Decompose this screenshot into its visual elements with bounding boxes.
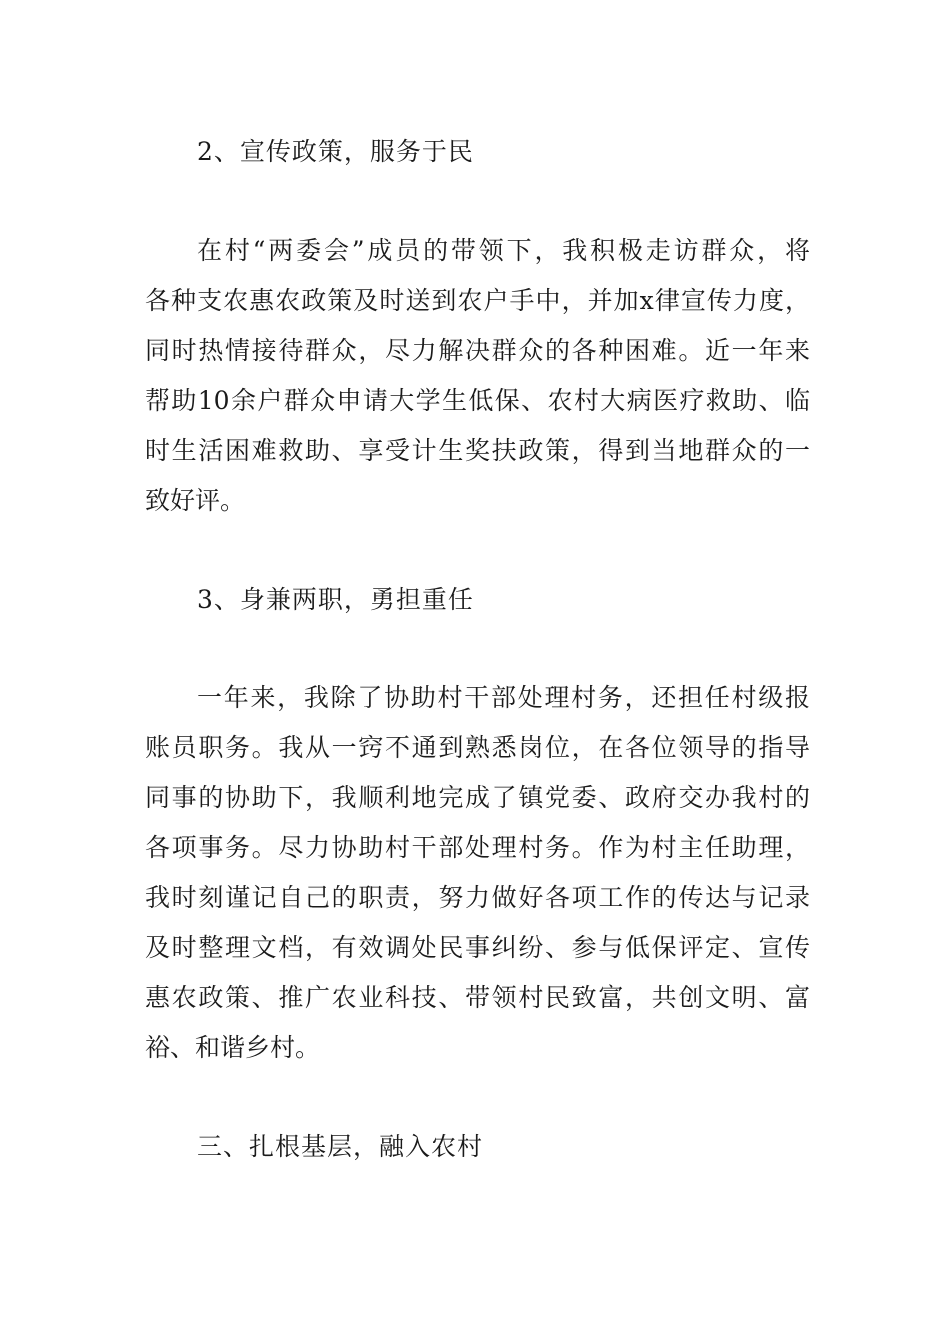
paragraph-line: 我时刻谨记自己的职责，努力做好各项工作的传达与记录: [145, 883, 810, 912]
paragraph-line: 裕、和谐乡村。: [145, 1033, 321, 1062]
section-heading-policy-promotion: 2、宣传政策，服务于民: [197, 137, 474, 166]
paragraph-line: 同时热情接待群众，尽力解决群众的各种困难。近一年来: [145, 336, 810, 365]
paragraph-line: 惠农政策、推广农业科技、带领村民致富，共创文明、富: [145, 983, 810, 1012]
paragraph-line: 各种支农惠农政策及时送到农户手中，并加x律宣传力度，: [145, 286, 810, 315]
paragraph-policy-promotion: [145, 226, 810, 526]
paragraph-line: 及时整理文档，有效调处民事纠纷、参与低保评定、宣传: [145, 933, 810, 962]
paragraph-line: 一年来，我除了协助村干部处理村务，还担任村级报: [197, 683, 810, 712]
paragraph-line: 同事的协助下，我顺利地完成了镇党委、政府交办我村的: [145, 783, 810, 812]
paragraph-line: 账员职务。我从一窍不通到熟悉岗位，在各位领导的指导: [145, 733, 810, 762]
paragraph-line: 各项事务。尽力协助村干部处理村务。作为村主任助理，: [145, 833, 810, 862]
paragraph-line: 致好评。: [145, 486, 246, 515]
paragraph-line: 帮助10余户群众申请大学生低保、农村大病医疗救助、临: [145, 386, 810, 415]
paragraph-line: 时生活困难救助、享受计生奖扶政策，得到当地群众的一: [145, 436, 810, 465]
paragraph-line: 在村“两委会”成员的带领下，我积极走访群众，将: [197, 236, 810, 265]
paragraph-dual-roles: [145, 673, 810, 1073]
section-heading-grassroots: 三、扎根基层，融入农村: [197, 1132, 484, 1161]
section-heading-dual-roles: 3、身兼两职，勇担重任: [197, 585, 474, 614]
